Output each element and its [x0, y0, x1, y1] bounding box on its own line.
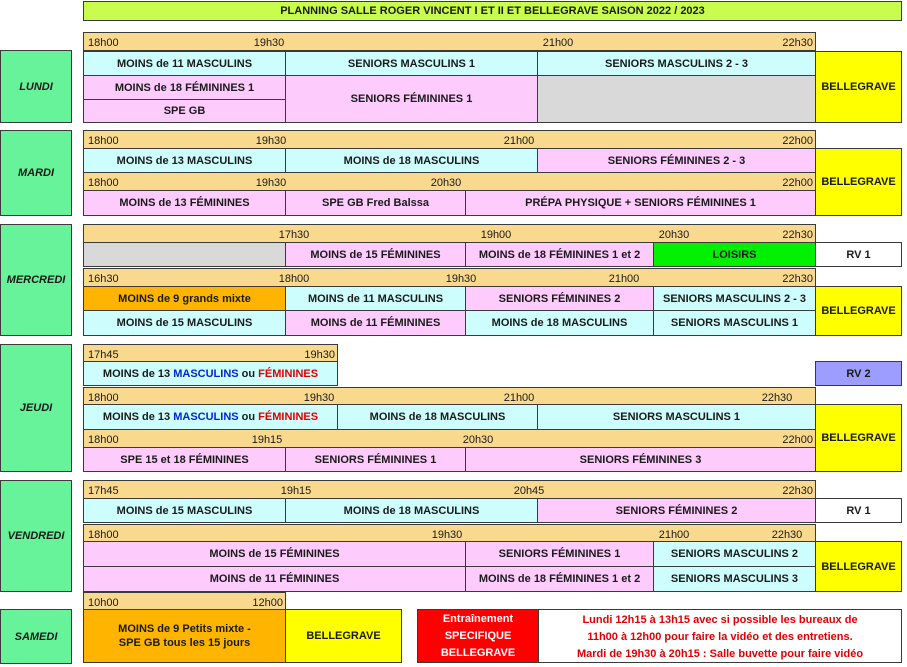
time-label: 17h45: [88, 349, 119, 361]
slot-label: SENIORS MASCULINS 2 - 3: [604, 57, 749, 70]
day-label-lundi: [0, 50, 72, 123]
time-label: 21h00: [542, 37, 574, 49]
slot-label: PRÉPA PHYSIQUE + SENIORS FÉMININES 1: [525, 197, 756, 209]
slot-label: MOINS de 15 FÉMININES: [209, 548, 340, 560]
slot-mercredi-moins11f[interactable]: [285, 310, 466, 336]
slot-lundi-senm1[interactable]: [285, 51, 538, 76]
slot-label-or: ou: [238, 411, 259, 423]
note-line3: Mardi de 19h30 à 20h15 : Salle buvette pour faire vidéo: [576, 648, 864, 660]
slot-vendredi-moins15m[interactable]: [83, 498, 286, 523]
time-label: 18h00: [88, 392, 119, 404]
time-label: 18h00: [88, 177, 119, 189]
slot-label: MOINS de 11 MASCULINS: [116, 57, 253, 70]
slot-label: BELLEGRAVE: [821, 81, 896, 93]
time-label: 19h30: [255, 135, 287, 147]
time-label: 21h00: [503, 392, 535, 404]
time-row-vendredi-1: [83, 480, 816, 499]
slot-label: SENIORS MASCULINS 2 - 3: [662, 292, 807, 305]
slot-jeudi-senf3[interactable]: [465, 447, 816, 472]
time-label: 22h30: [782, 229, 813, 241]
slot-label: BELLEGRAVE: [821, 560, 896, 573]
time-label: 22h30: [782, 273, 813, 285]
time-label: 16h30: [88, 273, 119, 285]
slot-label-line2: SPE GB tous les 15 jours: [118, 637, 251, 649]
slot-label: RV 2: [846, 367, 871, 380]
time-row-lundi: [83, 32, 816, 51]
slot-label: MOINS de 13: [102, 411, 174, 423]
slot-mercredi-moins9gm[interactable]: [83, 286, 286, 311]
slot-label: MOINS de 9 grands mixte: [118, 292, 251, 305]
slot-label: SENIORS FÉMININES 2: [498, 292, 621, 305]
slot-vendredi-senm3[interactable]: [653, 566, 816, 592]
time-label: 18h00: [88, 37, 119, 49]
slot-vendredi-bellegrave[interactable]: [815, 541, 902, 592]
slot-label: SENIORS FÉMININES 1: [314, 453, 437, 466]
time-row-jeudi-2: [83, 387, 816, 405]
time-label: 19h30: [431, 529, 463, 541]
time-label: 18h00: [88, 434, 119, 446]
entrainement-line1: Entraînement: [442, 612, 514, 625]
slot-label: SENIORS FÉMININES 2 - 3: [607, 154, 746, 167]
slot-mercredi-moins15f[interactable]: [285, 242, 466, 267]
time-label: 19h30: [253, 37, 285, 49]
slot-lundi-bellegrave[interactable]: [815, 51, 902, 123]
slot-label: MOINS de 18 FÉMININES 1 et 2: [478, 248, 641, 261]
time-label: 19h30: [304, 349, 335, 361]
time-label: 21h00: [608, 273, 640, 285]
time-row-jeudi-3: [83, 429, 816, 448]
slot-label: MOINS de 13 MASCULINS: [116, 154, 253, 167]
slot-label: MOINS de 15 MASCULINS: [116, 504, 253, 517]
slot-mardi-spegb[interactable]: [285, 190, 466, 216]
page-title: [83, 1, 902, 21]
slot-samedi-moins9pm[interactable]: [83, 609, 286, 663]
day-label-mercredi: [0, 224, 72, 336]
slot-label: MOINS de 18 MASCULINS: [343, 504, 480, 517]
slot-lundi-senf1[interactable]: [285, 75, 538, 123]
entrainement-specifique-box: [417, 609, 539, 663]
slot-mardi-moins18m[interactable]: [285, 148, 538, 173]
slot-label: MOINS de 18 FÉMININES 1 et 2: [478, 573, 641, 585]
slot-label: MOINS de 11 MASCULINS: [307, 292, 444, 305]
slot-label: BELLEGRAVE: [306, 630, 381, 642]
slot-label-masc: MASCULINS: [173, 367, 239, 380]
slot-mercredi-rv1[interactable]: [815, 242, 902, 267]
slot-label-fem: FÉMININES: [258, 367, 319, 380]
slot-jeudi-senf1[interactable]: [285, 447, 466, 472]
time-row-vendredi-2: [83, 524, 816, 542]
day-label-vendredi: [0, 480, 72, 592]
note-line1: Lundi 12h15 à 13h15 avec si possible les bureaux de: [582, 614, 858, 626]
slot-label: SPE GB: [163, 105, 206, 117]
time-label: 18h00: [88, 529, 119, 541]
slot-label: BELLEGRAVE: [821, 305, 896, 317]
time-label: 21h00: [658, 529, 690, 541]
slot-mercredi-moins18m[interactable]: [465, 310, 654, 336]
time-label: 18h00: [278, 273, 310, 285]
slot-label: SPE GB Fred Balssa: [322, 197, 429, 209]
slot-samedi-bellegrave[interactable]: [285, 609, 402, 663]
slot-label: LOISIRS: [712, 248, 757, 261]
slot-label: RV 1: [846, 248, 871, 261]
time-label: 22h30: [771, 529, 803, 541]
slot-vendredi-senf2[interactable]: [537, 498, 816, 523]
time-label: 10h00: [88, 597, 119, 609]
time-label: 20h30: [430, 177, 462, 189]
slot-jeudi-moins18m[interactable]: [337, 404, 538, 430]
time-label: 21h00: [503, 135, 535, 147]
day-label-samedi: [0, 609, 72, 664]
slot-label: SENIORS MASCULINS 1: [670, 317, 799, 329]
slot-vendredi-senf1[interactable]: [465, 541, 654, 567]
slot-label: SENIORS FÉMININES 1: [350, 93, 473, 105]
slot-jeudi-moins13-1[interactable]: [83, 361, 338, 386]
slot-jeudi-bellegrave[interactable]: [815, 404, 902, 472]
slot-mercredi-senf2[interactable]: [465, 286, 654, 311]
slot-vendredi-moins15f[interactable]: [83, 541, 466, 567]
day-text: LUNDI: [19, 80, 53, 93]
slot-lundi-spegb[interactable]: [83, 99, 286, 123]
slot-mercredi-loisirs[interactable]: [653, 242, 816, 267]
slot-mercredi-senm1[interactable]: [653, 310, 816, 336]
slot-lundi-moins18f1[interactable]: [83, 75, 286, 100]
time-row-mercredi-1: [83, 224, 816, 243]
slot-mardi-bellegrave[interactable]: [815, 148, 902, 216]
slot-label: BELLEGRAVE: [821, 432, 896, 444]
note-line2: 11h00 à 12h00 pour faire la vidéo et des entretiens.: [587, 631, 853, 643]
time-row-jeudi-1: [83, 344, 338, 362]
day-text: MERCREDI: [6, 274, 66, 286]
slot-label: SPE 15 et 18 FÉMININES: [120, 453, 249, 466]
day-text: JEUDI: [19, 402, 53, 414]
slot-label: MOINS de 15 FÉMININES: [310, 248, 441, 261]
slot-label-fem: FÉMININES: [258, 411, 319, 423]
slot-label: MOINS de 18 FÉMININES 1: [114, 81, 255, 94]
slot-vendredi-rv1[interactable]: [815, 498, 902, 523]
slot-label: MOINS de 18 MASCULINS: [343, 154, 480, 167]
time-label: 22h30: [782, 37, 813, 49]
time-label: 22h00: [782, 135, 813, 147]
slot-jeudi-spe1518f[interactable]: [83, 447, 286, 472]
time-row-mercredi-2: [83, 268, 816, 287]
slot-label-masc: MASCULINS: [173, 411, 239, 423]
slot-label: MOINS de 15 MASCULINS: [116, 317, 253, 329]
time-label: 17h30: [278, 229, 310, 241]
slot-vendredi-moins11f[interactable]: [83, 566, 466, 592]
time-label: 20h30: [658, 229, 690, 241]
slot-mardi-moins13m[interactable]: [83, 148, 286, 173]
slot-label: SENIORS MASCULINS 1: [612, 411, 741, 423]
slot-mardi-prepa[interactable]: [465, 190, 816, 216]
time-row-samedi: [83, 592, 286, 610]
slot-jeudi-rv2[interactable]: [815, 361, 902, 386]
day-text: MARDI: [17, 167, 55, 179]
time-label: 19h15: [280, 485, 312, 497]
time-label: 18h00: [88, 135, 119, 147]
day-text: SAMEDI: [14, 630, 58, 643]
time-label: 19h00: [480, 229, 512, 241]
slot-label: RV 1: [846, 504, 871, 517]
slot-mercredi-moins18f12[interactable]: [465, 242, 654, 267]
slot-mercredi-bellegrave[interactable]: [815, 286, 902, 336]
time-label: 19h30: [303, 392, 335, 404]
schedule-note: [538, 609, 902, 663]
slot-label: SENIORS FÉMININES 2: [615, 504, 738, 517]
time-label: 22h30: [761, 392, 793, 404]
slot-label-or: ou: [238, 367, 259, 380]
slot-mardi-senf23[interactable]: [537, 148, 816, 173]
entrainement-line2: SPECIFIQUE: [444, 629, 512, 642]
time-label: 19h30: [445, 273, 477, 285]
slot-mercredi-moins15m[interactable]: [83, 310, 286, 336]
day-text: VENDREDI: [7, 530, 65, 542]
time-row-mardi-1: [83, 130, 816, 149]
time-label: 22h00: [782, 177, 813, 189]
slot-lundi-moins11m[interactable]: [83, 51, 286, 76]
time-label: 22h30: [782, 485, 813, 497]
time-label: 19h30: [255, 177, 287, 189]
slot-label: SENIORS FÉMININES 1: [498, 548, 621, 560]
slot-label: MOINS de 13: [102, 367, 174, 380]
time-label: 20h45: [513, 485, 545, 497]
time-label: 19h15: [251, 434, 283, 446]
slot-label: BELLEGRAVE: [821, 176, 896, 188]
slot-vendredi-moins18m[interactable]: [285, 498, 538, 523]
slot-label: SENIORS MASCULINS 2: [670, 548, 799, 560]
slot-mercredi-moins11m[interactable]: [285, 286, 466, 311]
slot-jeudi-moins13-2[interactable]: [83, 404, 338, 430]
slot-label-line1: MOINS de 9 Petits mixte -: [118, 623, 251, 635]
entrainement-line3: BELLEGRAVE: [440, 646, 516, 659]
page-title-text: PLANNING SALLE ROGER VINCENT I ET II ET BELLEGRAVE SAISON 2022 / 2023: [280, 5, 705, 17]
slot-mercredi-senm23[interactable]: [653, 286, 816, 311]
slot-lundi-empty: [537, 75, 816, 123]
time-label: 20h30: [462, 434, 494, 446]
time-label: 22h00: [782, 434, 813, 446]
day-label-jeudi: [0, 344, 72, 472]
slot-label: SENIORS MASCULINS 1: [347, 57, 476, 70]
slot-label: MOINS de 11 FÉMININES: [209, 573, 340, 585]
slot-mardi-moins13f[interactable]: [83, 190, 286, 216]
slot-jeudi-senm1[interactable]: [537, 404, 816, 430]
slot-vendredi-senm2[interactable]: [653, 541, 816, 567]
time-label: 12h00: [252, 597, 283, 609]
slot-label: MOINS de 18 MASCULINS: [491, 317, 628, 329]
slot-label: SENIORS FÉMININES 3: [579, 453, 702, 466]
slot-label: MOINS de 11 FÉMININES: [310, 317, 441, 329]
slot-lundi-senm23[interactable]: [537, 51, 816, 76]
slot-label: MOINS de 13 FÉMININES: [119, 197, 250, 209]
slot-mercredi-empty: [83, 242, 286, 267]
time-label: 17h45: [88, 485, 119, 497]
slot-label: SENIORS MASCULINS 3: [670, 573, 799, 585]
day-label-mardi: [0, 130, 72, 216]
time-row-mardi-2: [83, 172, 816, 191]
slot-label: MOINS de 18 MASCULINS: [369, 411, 506, 423]
slot-vendredi-moins18f12[interactable]: [465, 566, 654, 592]
